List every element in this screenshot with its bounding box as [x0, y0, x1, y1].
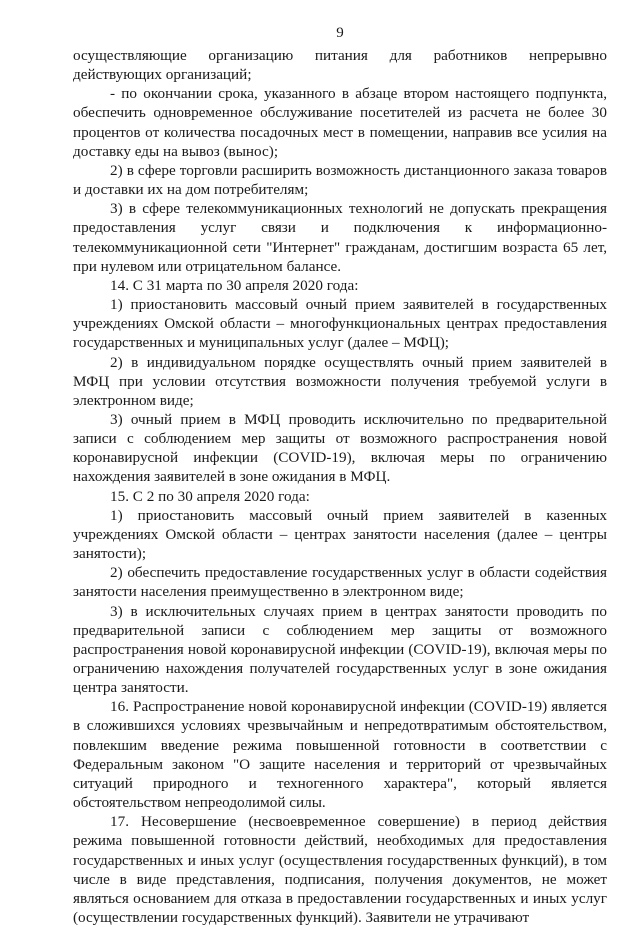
- paragraph: 2) обеспечить предоставление государственных услуг в области содействия занятости населения преимущественно в электронном виде;: [73, 564, 607, 601]
- paragraph: 16. Распространение новой коронавирусной инфекции (COVID-19) является в сложившихся условиях чрезвычайным и непредотвратимым обстоятельством, повлекшим введение режима повышенной готовности в соответствии с Федеральным законом "О защите населения и территорий от чрезвычайных ситуаций природного и техногенного характера", который является обстоятельством непреодолимой силы.: [73, 698, 607, 812]
- paragraph: 3) в сфере телекоммуникационных технологий не допускать прекращения предоставления услуг связи и подключения к информационно-телекоммуникационной сети "Интернет" гражданам, достигшим возраста 65 лет, при нулевом или отрицательном балансе.: [73, 200, 607, 275]
- paragraph: 2) в сфере торговли расширить возможность дистанционного заказа товаров и доставки их на дом потребителям;: [73, 161, 607, 199]
- paragraph: 3) в исключительных случаях прием в центрах занятости проводить по предварительной записи с соблюдением мер защиты от возможного распространения новой коронавирусной инфекции (COVID-19), включая меры по ограничению нахождения получателей государственных услуг в зоне ожидания центра занятости.: [73, 602, 607, 697]
- paragraph: осуществляющие организацию питания для работников непрерывно действующих организаций;: [73, 47, 607, 84]
- paragraph: 15. С 2 по 30 апреля 2020 года:: [110, 487, 310, 505]
- paragraph: 17. Несовершение (несвоевременное совершение) в период действия режима повышенной готовности действий, необходимых для предоставления государственных и иных услуг (осуществления государственных функций), в том числе в виде представления, подписания, получения документов, не может являться основанием для отказа в предоставлении государственных и иных услуг (осуществлении государственных функций). Заявители не утрачивают: [73, 813, 607, 927]
- paragraph: 2) в индивидуальном порядке осуществлять очный прием заявителей в МФЦ при условии отсутствия возможности получения требуемой услуги в электронном виде;: [73, 353, 607, 409]
- paragraph: 14. С 31 марта по 30 апреля 2020 года:: [110, 276, 359, 294]
- page-number: 9: [336, 25, 344, 41]
- paragraph: 3) очный прием в МФЦ проводить исключительно по предварительной записи с соблюдением мер защиты от возможного распространения новой коронавирусной инфекции (COVID-19), включая меры по ограничению нахождения заявителей в зоне ожидания в МФЦ.: [73, 410, 607, 486]
- paragraph: 1) приостановить массовый очный прием заявителей в государственных учреждениях Омской области – многофункциональных центрах предоставления государственных и муниципальных услуг (далее – МФЦ);: [73, 296, 607, 352]
- paragraph: 1) приостановить массовый очный прием заявителей в казенных учреждениях Омской области – центрах занятости населения (далее – центры занятости);: [73, 506, 607, 563]
- document-page: [73, 24, 607, 927]
- document-body: [73, 46, 607, 927]
- paragraph: - по окончании срока, указанного в абзаце втором настоящего подпункта, обеспечить одновременное обслуживание посетителей из расчета не более 30 процентов от количества посадочных мест в помещении, направив все усилия на доставку еды на вывоз (вынос);: [73, 85, 607, 160]
